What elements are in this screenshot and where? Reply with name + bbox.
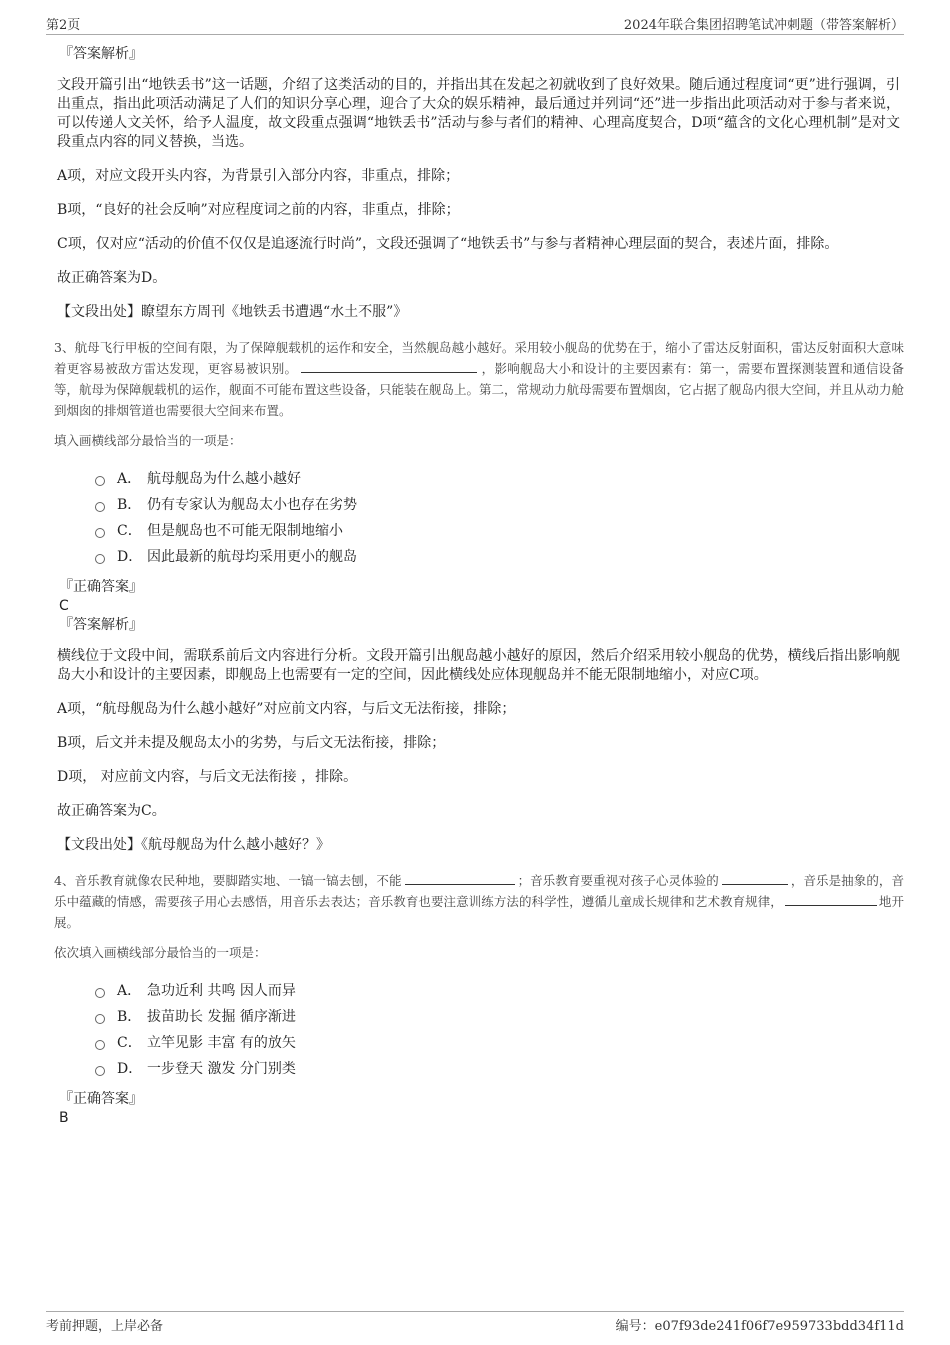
option-b[interactable]: B． 仍有专家认为舰岛太小也存在劣势 [95,491,900,517]
answer-blank [405,870,515,885]
radio-icon[interactable] [95,528,105,538]
correct-answer: B [59,1110,69,1126]
analysis-option-a: A项，“航母舰岛为什么越小越好”对应前文内容，与后文无法衔接，排除； [57,701,516,717]
analysis-option-c: C项，仅对应“活动的价值不仅仅是追逐流行时尚”，文段还强调了“地铁丢书”与参与者精神心理层面的契合，表述片面，排除。 [57,236,839,252]
analysis-paragraph: 横线位于文段中间，需联系前后文内容进行分析。文段开篇引出舰岛越小越好的原因，然后介绍采用较小舰岛的优势，横线后指出影响舰岛大小和设计的主要因素，即舰岛上也需要有一定的空间，因此横线处应体现舰岛并不能无限制地缩小，对应C项。 [57,648,900,683]
radio-icon[interactable] [95,554,105,564]
radio-icon[interactable] [95,476,105,486]
analysis-heading: 『答案解析』 [59,46,143,62]
document-body [54,44,905,1127]
option-d[interactable]: D． 一步登天 激发 分门别类 [95,1055,900,1081]
correct-answer: C [59,598,69,614]
radio-icon[interactable] [95,502,105,512]
analysis-heading: 『答案解析』 [59,617,143,633]
footer-slogan: 考前押题，上岸必备 [46,1319,164,1334]
radio-icon[interactable] [95,988,105,998]
option-b[interactable]: B． 拔苗助长 发掘 循序渐进 [95,1003,900,1029]
correct-answer-heading: 『正确答案』 [59,1091,143,1107]
radio-icon[interactable] [95,1066,105,1076]
option-c[interactable]: C． 但是舰岛也不可能无限制地缩小 [95,517,900,543]
analysis-option-b: B项，后文并未提及舰岛太小的劣势，与后文无法衔接，排除； [57,735,446,751]
analysis-option-a: A项，对应文段开头内容，为背景引入部分内容，非重点，排除； [57,168,460,184]
option-a[interactable]: A． 急功近利 共鸣 因人而异 [95,977,900,1003]
option-c[interactable]: C． 立竿见影 丰富 有的放矢 [95,1029,900,1055]
document-id: 编号：e07f93de241f06f7e959733bdd34f11d [615,1319,904,1334]
page-number: 第2页 [46,18,81,33]
correct-answer-heading: 『正确答案』 [59,579,143,595]
radio-icon[interactable] [95,1014,105,1024]
analysis-option-b: B项，“良好的社会反响”对应程度词之前的内容，非重点，排除； [57,202,460,218]
analysis-conclusion: 故正确答案为D。 [57,270,167,286]
page-header [46,14,904,35]
answer-blank [785,891,877,906]
question-3-instruction: 填入画横线部分最恰当的一项是： [54,433,242,448]
analysis-source: 【文段出处】《航母舰岛为什么越小越好？》 [57,837,330,853]
answer-blank [301,358,477,373]
option-d[interactable]: D． 因此最新的航母均采用更小的舰岛 [95,543,900,569]
question-3-text: 3、航母飞行甲板的空间有限，为了保障舰载机的运作和安全，当然舰岛越小越好。采用较小舰岛的优势在于，缩小了雷达反射面积，雷达反射面积大意味着更容易被敌方雷达发现，更容易被识别。 ，影响舰岛大小和设计的主要因素有：第一，需要布置探测装置和通信设备等，航母为保障舰载机的运作，舰面不可能布置这些设备，只能装在舰岛上。第二，常规动力航母需要布置烟囱，它占据了舰岛内很大空间，并且从动力舱到烟囱的排烟管道也需要很大空间来布置。 [54,340,905,418]
option-a[interactable]: A． 航母舰岛为什么越小越好 [95,465,900,491]
question-4-text: 4、音乐教育就像农民种地，要脚踏实地、一镐一镐去刨，不能 ；音乐教育要重视对孩子心灵体验的 ，音乐是抽象的，音乐中蕴藏的情感，需要孩子用心去感悟，用音乐去表达；音乐教育也要注意训练方法的科学性，遵循儿童成长规律和艺术教育规律， 地开展。 [54,870,904,933]
analysis-source: 【文段出处】瞭望东方周刊《地铁丢书遭遇“水土不服”》 [57,304,408,320]
question-4-options [95,977,900,1081]
analysis-paragraph: 文段开篇引出“地铁丢书”这一话题，介绍了这类活动的目的，并指出其在发起之初就收到了良好效果。随后通过程度词“更”进行强调，引出重点，指出此项活动满足了人们的知识分享心理，迎合了大众的娱乐精神，最后通过并列词“还”进一步指出此项活动对于参与者来说，可以传递人文关怀，给予人温度，故文段重点强调“地铁丢书”活动与参与者们的精神、心理高度契合，D项“蕴含的文化心理机制”是对文段重点内容的同义替换，当选。 [57,77,900,150]
question-4-instruction: 依次填入画横线部分最恰当的一项是： [54,945,267,960]
answer-blank [722,870,788,885]
document-title: 2024年联合集团招聘笔试冲刺题（带答案解析） [623,18,904,33]
radio-icon[interactable] [95,1040,105,1050]
analysis-option-d: D项， 对应前文内容，与后文无法衔接 ，排除。 [57,769,358,785]
question-3-options [95,465,900,569]
analysis-conclusion: 故正确答案为C。 [57,803,166,819]
page-footer [46,1311,904,1335]
